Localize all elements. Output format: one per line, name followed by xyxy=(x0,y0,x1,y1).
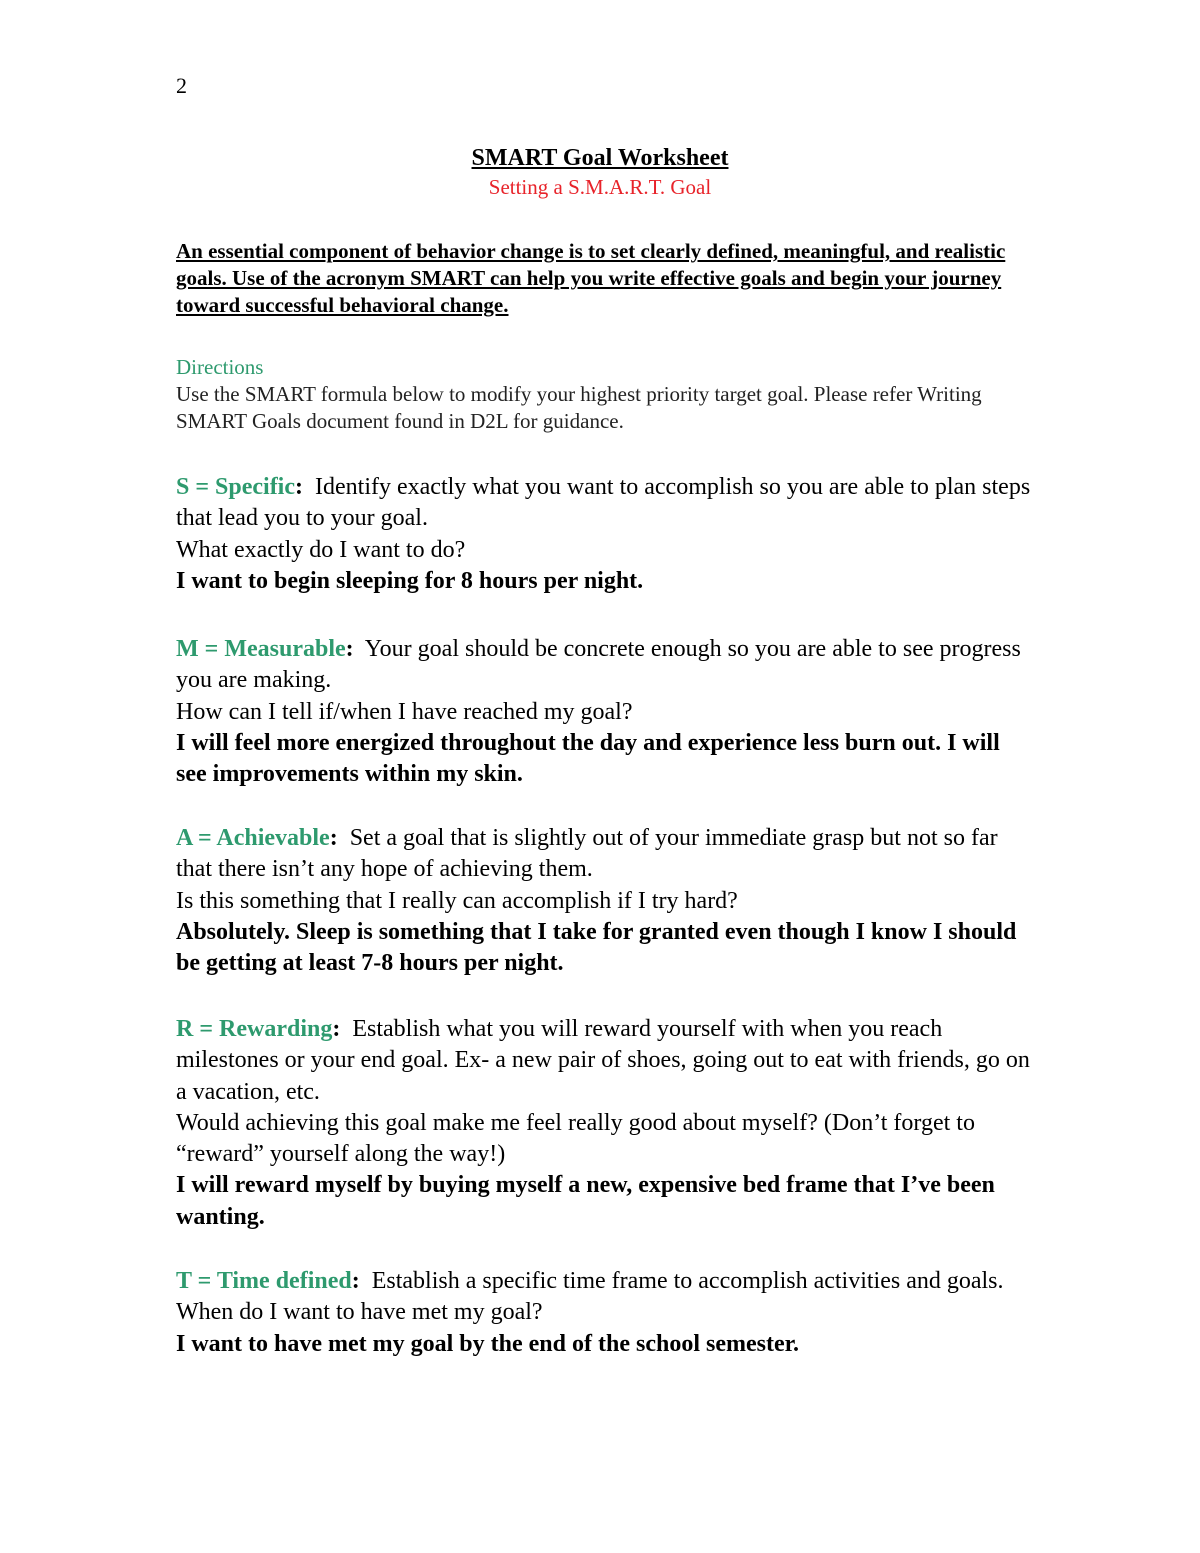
section-description: Establish a specific time frame to accomplish activities and goals. When do I want to have met my goal? xyxy=(176,1268,1016,1326)
section-answer: I will reward myself by buying myself a new, expensive bed frame that I’ve been wanting. xyxy=(176,1172,995,1230)
section-question: What exactly do I want to do? xyxy=(176,536,466,563)
section-term: S = Specific xyxy=(176,474,296,500)
section-time-defined xyxy=(176,1266,1036,1360)
section-answer: I want to begin sleeping for 8 hours per night. xyxy=(176,567,644,594)
section-description: Identify exactly what you want to accomplish so you are able to plan steps that lead you to your goal. xyxy=(176,474,1037,532)
section-term: M = Measurable xyxy=(176,636,346,662)
section-term: T = Time defined xyxy=(176,1268,352,1294)
section-answer: Absolutely. Sleep is something that I take for granted even though I know I should be getting at least 7-8 hours per night. xyxy=(176,918,1017,977)
section-question: Would achieving this goal make me feel really good about myself? (Don’t forget to “reward” yourself along the way!) xyxy=(176,1109,975,1168)
section-description: Your goal should be concrete enough so you are able to see progress you are making. xyxy=(176,636,1027,694)
section-specific xyxy=(176,472,1036,597)
section-description: Establish what you will reward yourself with when you reach milestones or your end goal. Ex- a new pair of shoes, going out to eat with friends, go on a vacation, etc. xyxy=(176,1016,1036,1105)
section-answer: I will feel more energized throughout the day and experience less burn out. I will see improvements within my skin. xyxy=(176,729,1000,788)
section-question: How can I tell if/when I have reached my goal? xyxy=(176,698,633,725)
page-subtitle: Setting a S.M.A.R.T. Goal xyxy=(488,175,712,199)
section-rewarding xyxy=(176,1014,1036,1233)
section-term: R = Rewarding xyxy=(176,1016,333,1042)
section-colon: : xyxy=(345,636,354,662)
page-number: 2 xyxy=(176,73,187,98)
section-colon: : xyxy=(295,474,304,500)
section-colon: : xyxy=(329,825,338,851)
section-question: Is this something that I really can accomplish if I try hard? xyxy=(176,887,738,914)
section-description: Set a goal that is slightly out of your immediate grasp but not so far that there isn’t any hope of achieving them. xyxy=(176,825,1004,883)
page-title: SMART Goal Worksheet xyxy=(471,145,729,171)
section-colon: : xyxy=(351,1268,360,1294)
intro-paragraph: An essential component of behavior change is to set clearly defined, meaningful, and realistic goals. Use of the acronym SMART can help you write effective goals and begin your journey toward successful behavioral change. xyxy=(176,239,1006,317)
directions-heading: Directions xyxy=(176,355,264,379)
section-answer: I want to have met my goal by the end of the school semester. xyxy=(176,1330,800,1357)
section-measurable xyxy=(176,634,1036,790)
section-term: A = Achievable xyxy=(176,825,330,851)
directions-text: Use the SMART formula below to modify your highest priority target goal. Please refer Writing SMART Goals document found in D2L for guidance. xyxy=(176,382,982,433)
section-colon: : xyxy=(332,1016,341,1042)
section-achievable xyxy=(176,823,1036,979)
